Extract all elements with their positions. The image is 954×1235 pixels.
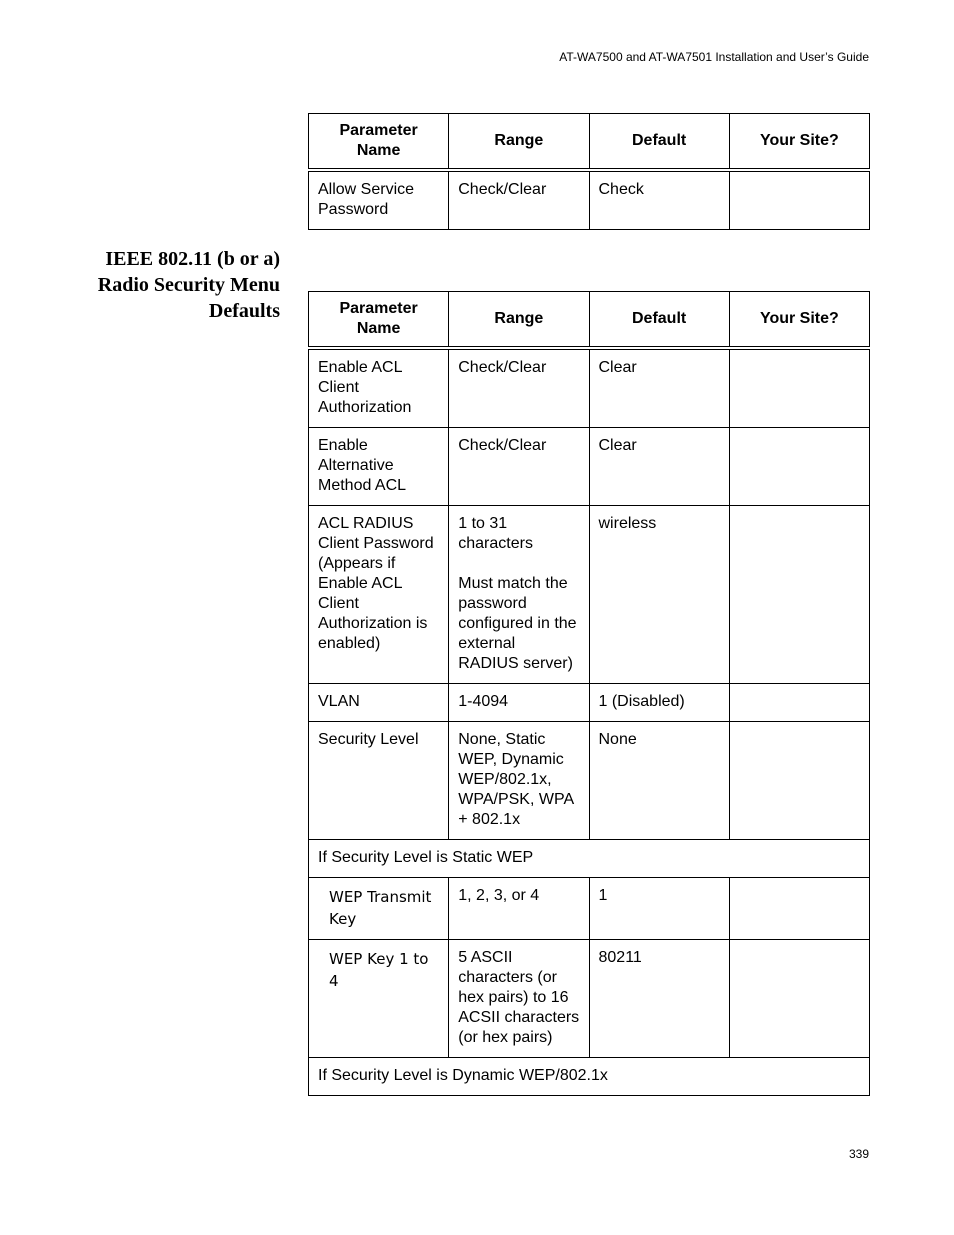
cell-default: wireless [589, 506, 729, 684]
cell-site [729, 428, 869, 506]
service-password-table [308, 113, 870, 230]
cell-name: Enable Alternative Method ACL [309, 428, 449, 506]
cell-range: 1, 2, 3, or 4 [449, 878, 589, 940]
cell-default: Check [589, 170, 729, 230]
table-row [309, 940, 870, 1058]
cell-site [729, 506, 869, 684]
section-heading: IEEE 802.11 (b or a) Radio Security Menu Defaults [97, 248, 280, 322]
cell-name: ACL RADIUS Client Password (Appears if Enable ACL Client Authorization is enabled) [309, 506, 449, 684]
cell-default: None [589, 722, 729, 840]
cell-range: None, Static WEP, Dynamic WEP/802.1x, WPA/PSK, WPA + 802.1x [449, 722, 589, 840]
cell-name: WEP Key 1 to 4 [309, 940, 449, 1058]
cell-default: Clear [589, 348, 729, 428]
table-row [309, 428, 870, 506]
cell-site [729, 170, 869, 230]
cell-range: 5 ASCII characters (or hex pairs) to 16 ACSII characters (or hex pairs) [449, 940, 589, 1058]
condition-row [309, 1058, 870, 1096]
cell-name: VLAN [309, 684, 449, 722]
table-row [309, 684, 870, 722]
cell-name: Security Level [309, 722, 449, 840]
dynamic-wep-note: If Security Level is Dynamic WEP/802.1x [309, 1058, 870, 1096]
cell-range: 1 to 31 characters Must match the password configured in the external RADIUS server) [449, 506, 589, 684]
header-default: Default [589, 114, 729, 171]
header-your-site: Your Site? [729, 292, 869, 349]
cell-site [729, 722, 869, 840]
cell-name: Enable ACL Client Authorization [309, 348, 449, 428]
table-row [309, 878, 870, 940]
running-header: AT-WA7500 and AT-WA7501 Installation and User’s Guide [559, 50, 869, 64]
static-wep-note: If Security Level is Static WEP [309, 840, 870, 878]
cell-range: 1-4094 [449, 684, 589, 722]
cell-range: Check/Clear [449, 348, 589, 428]
cell-name: Allow Service Password [309, 170, 449, 230]
table-row [309, 170, 870, 230]
header-range: Range [449, 114, 589, 171]
cell-default: 80211 [589, 940, 729, 1058]
header-parameter-name: Parameter Name [309, 114, 449, 171]
header-your-site: Your Site? [729, 114, 869, 171]
cell-site [729, 878, 869, 940]
header-default: Default [589, 292, 729, 349]
header-parameter-name: Parameter Name [309, 292, 449, 349]
table-row [309, 722, 870, 840]
cell-default: 1 (Disabled) [589, 684, 729, 722]
cell-range: Check/Clear [449, 170, 589, 230]
radio-security-defaults-table [308, 291, 870, 1096]
page-number: 339 [848, 1147, 869, 1161]
cell-site [729, 348, 869, 428]
cell-site [729, 940, 869, 1058]
table-header-row [309, 292, 870, 349]
cell-site [729, 684, 869, 722]
cell-name: WEP Transmit Key [309, 878, 449, 940]
header-range: Range [449, 292, 589, 349]
cell-range: Check/Clear [449, 428, 589, 506]
cell-default: Clear [589, 428, 729, 506]
table-header-row [309, 114, 870, 171]
condition-row [309, 840, 870, 878]
cell-default: 1 [589, 878, 729, 940]
table-row [309, 506, 870, 684]
table-row [309, 348, 870, 428]
